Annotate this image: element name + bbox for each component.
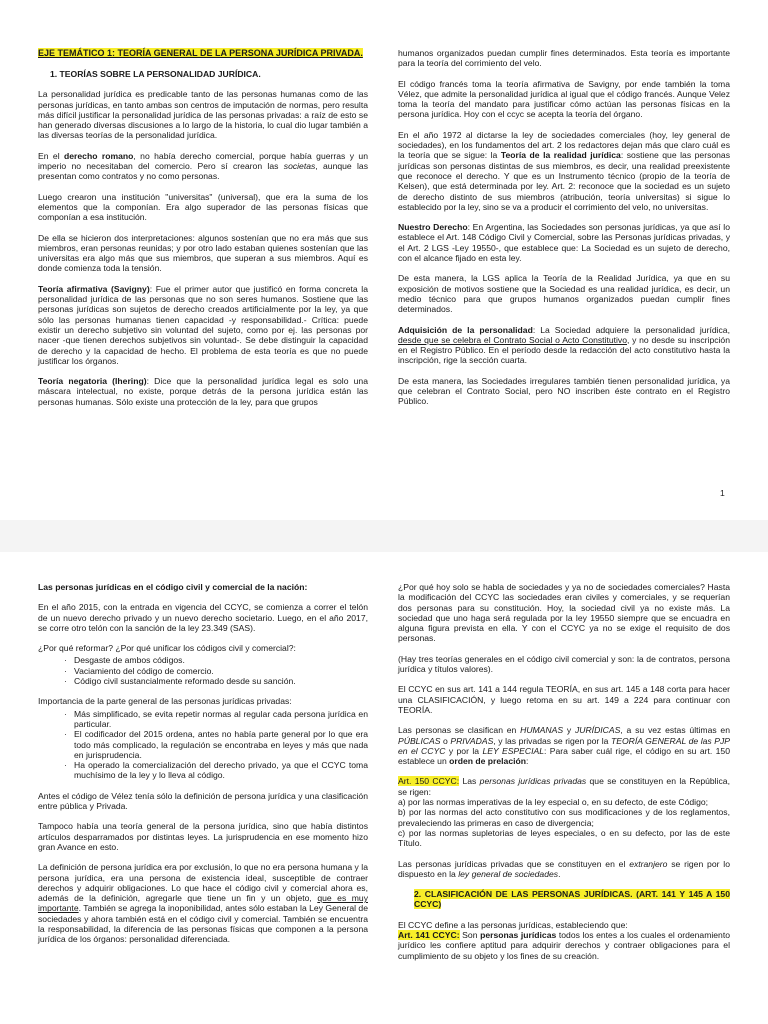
paragraph: (Hay tres teorías generales en el código civil comercial y son: la de contratos, persona jurídica y títulos valores). bbox=[398, 653, 730, 675]
italic-term: HUMANAS bbox=[520, 725, 564, 736]
bold-term: Adquisición de la personalidad bbox=[398, 324, 533, 335]
italic-term: personas jurídicas privadas bbox=[479, 776, 587, 787]
highlighted-article: Art. 141 CCYC: bbox=[398, 930, 460, 941]
text-run: : bbox=[526, 756, 529, 767]
highlighted-section-title: 2. CLASIFICACIÓN DE LAS PERSONAS JURÍDICAS. (ART. 141 Y 145 A 150 CCYC) bbox=[414, 889, 730, 910]
paragraph: De esta manera, la LGS aplica la Teoría de la Realidad Jurídica, ya que en su exposición de motivos sostiene que la Sociedad es una realidad jurídica, es decir, un medio técnico para que grupos humanos organizados puedan cumplir fines determinados. bbox=[398, 273, 730, 315]
italic-term: PRIVADAS bbox=[450, 735, 494, 746]
page-number: 1 bbox=[720, 488, 725, 498]
bold-term: Nuestro Derecho bbox=[398, 222, 468, 233]
paragraph bbox=[38, 151, 368, 182]
section-title: 1. TEORÍAS SOBRE LA PERSONALIDAD JURÍDICA. bbox=[50, 69, 261, 79]
text-run: , y las privadas se rigen por la bbox=[493, 735, 611, 746]
text-run: : En Argentina, las Sociedades son personas jurídicas, ya que así lo establece el Art. 148 Código Civil y Comercial, sobre las Personas jurídicas privadas, y el Art. 2 LGS -Ley 19550-, que establece que: La Sociedad es un sujeto de derecho, con el alcance fijado en esta ley. bbox=[398, 222, 730, 264]
text-run: y por la bbox=[445, 745, 483, 756]
paragraph bbox=[398, 930, 730, 961]
list-item: · El codificador del 2015 ordena, antes no había parte general por lo que era todo más complicado, la regulación se encontraba en leyes y más que nada en jurisprudencia. bbox=[74, 729, 368, 760]
text-run: En el año 1972 al dictarse la ley de sociedades comerciales (hoy, ley general de sociedades), en los fundamentos del art. 2 los redactores dejan más que claro cuál es la teoría que se sigue: la bbox=[398, 129, 730, 161]
text-run: , a su vez estas últimas en bbox=[620, 725, 730, 736]
paragraph: La personalidad jurídica es predicable tanto de las personas humanas como de las personas jurídicas, en tanto ambas son centros de imputación de normas, pero resulta más difícil justificar la personalidad jurídica de las personas privadas: a raíz de esto se han generado diversas discusiones a lo largo de la historia, lo cual dio lugar también a las diversas teorías de la personalidad jurídica. bbox=[38, 89, 368, 141]
list-item: · Código civil sustancialmente reformado desde su sanción. bbox=[74, 676, 368, 686]
list-item: · Más simplificado, se evita repetir normas al regular cada persona jurídica en particular. bbox=[74, 709, 368, 730]
text-run: En el bbox=[38, 150, 65, 161]
list-item: · Ha operado la comercialización del derecho privado, ya que el CCYC toma muchísimo de la ley y lo lleva al código. bbox=[74, 760, 368, 781]
text-run: todos los entes a los cuales el ordenamiento jurídico les confiere aptitud para adquirir derechos y contraer obligaciones para el cumplimiento de su objeto y los fines de su creación. bbox=[398, 930, 730, 961]
text-run: Las personas se clasifican en bbox=[398, 725, 521, 736]
text-run: : Fue el primer autor que justificó en forma concreta la personalidad jurídica de las personas que no son seres humanos. Sostiene que las personas jurídicas son sujetos de derecho creados artificialmente por la ley, ya que sólo las personas humanas tienen capacidad -y responsabilidad.- Crítica: puede existir un derecho subjetivo sin voluntad del sujeto, como por ej. las personas por nacer -que tienen derechos subjetivos sin voluntad-. Se debe distinguir la capacidad de derecho y la capacidad de hecho. El problema de esta teoría es que no puede justificar los órganos. bbox=[38, 283, 368, 366]
right-column bbox=[398, 48, 730, 417]
text-run: . También se agrega la inoponibilidad, antes sólo estaban la Ley General de sociedades y ahora también está en el código civil y comercial. También se encuentra la responsabilidad, la diferencia de las personas físicas que componen a la persona jurídica de los órganos: personalidad diferenciada. bbox=[38, 903, 368, 945]
left-column bbox=[38, 48, 368, 417]
italic-term: PÚBLICAS bbox=[398, 735, 441, 746]
text-run: : Para saber cuál rige, el código en su art. 150 establece un bbox=[398, 745, 730, 767]
text-run: Las bbox=[459, 776, 480, 787]
paragraph bbox=[38, 284, 368, 366]
left-column bbox=[38, 582, 368, 955]
paragraph: Importancia de la parte general de las personas jurídicas privadas: bbox=[38, 696, 292, 707]
paragraph: De ella se hicieron dos interpretaciones: algunos sostenían que no era más que sus miembros, eran personas reunidas; y por otro lado estaban quienes sostenían que las universitas era algo más que sus miembros, que superan a sus miembros. Aquí es donde comienza toda la tensión. bbox=[38, 232, 368, 274]
paragraph bbox=[38, 862, 368, 944]
importance-list bbox=[38, 709, 368, 781]
italic-term: TEORÍA GENERAL de las PJP en el CCYC bbox=[398, 735, 730, 756]
list-item: c) por las normas supletorias de leyes especiales, o en su defecto, por las de este Título. bbox=[398, 827, 730, 849]
bold-term: Teoría de la realidad jurídica bbox=[500, 150, 621, 161]
paragraph: De esta manera, las Sociedades irregulares también tienen personalidad jurídica, ya que celebran el Contrato Social, pero NO inscriben éste contrato en el Registro Público. bbox=[398, 375, 730, 407]
page-heading: Las personas jurídicas en el código civil y comercial de la nación: bbox=[38, 582, 308, 592]
paragraph: El CCYC en sus art. 141 a 144 regula TEORÍA, en sus art. 145 a 148 corta para hacer una CLASIFICACIÓN, y luego retoma en su art. 149 a 224 para continuar con TEORÍA. bbox=[398, 684, 730, 715]
text-run: : sostiene que las personas jurídicas son personas distintas de sus miembros, es decir, una realidad preexistente que reconoce el derecho. Y que es un Instrumento técnico (propio de la teoría de Kelsen), que está determinada por ley. Art. 2: reconoce que la sociedad es un sujeto de derecho distinto de sus miembros (atribución, teoría universitas) si sigue lo establecido por la ley, sino se va a producir el corrimiento del velo, no universitas. bbox=[398, 150, 731, 212]
text-run: Son bbox=[459, 930, 481, 941]
paragraph: ¿Por qué reformar? ¿Por qué unificar los códigos civil y comercial?: bbox=[38, 643, 296, 654]
page-separator bbox=[0, 520, 768, 552]
paragraph bbox=[398, 222, 730, 263]
document-page-2 bbox=[0, 552, 768, 1024]
text-run: , no había derecho comercial, porque había guerras y un imperio no necesitaban del comercio. Pero sí crearon las bbox=[38, 150, 368, 172]
heading-text: EJE TEMÁTICO 1: TEORÍA GENERAL DE LA PERSONA JURÍDICA PRIVADA. bbox=[38, 48, 363, 58]
paragraph: El código francés toma la teoría afirmativa de Savigny, por ende también la toma Vélez, que admite la personalidad jurídica al igual que el código francés. Aunque Velez toma la teoría del mandato para justificar cómo actúan las personas físicas en la persona jurídica. Hoy con el ccyc se acepta la teoría del órgano. bbox=[398, 78, 730, 120]
text-run: Las personas jurídicas privadas que se constituyen en el bbox=[398, 858, 630, 869]
list-item: · Vaciamiento del código de comercio. bbox=[74, 666, 368, 676]
italic-term: extranjero bbox=[629, 858, 668, 869]
paragraph: En el año 2015, con la entrada en vigencia del CCYC, se comienza a correr el telón de un nuevo derecho privado y un nuevo derecho societario. Luego, en el año 2017, se corre otro telón con la sanción de la ley 23.349 (SAS). bbox=[38, 602, 368, 633]
paragraph: Antes el código de Vélez tenía sólo la definición de persona jurídica y una clasificación entre pública y Privada. bbox=[38, 790, 368, 812]
underlined-text: desde que se celebra el Contrato Social o Acto Constitutivo bbox=[398, 334, 628, 345]
paragraph: El CCYC define a las personas jurídicas, estableciendo que: bbox=[398, 919, 628, 930]
reasons-list bbox=[38, 655, 368, 686]
italic-term: LEY ESPECIAL bbox=[482, 745, 544, 756]
highlighted-article: Art. 150 CCYC: bbox=[398, 776, 460, 787]
paragraph bbox=[38, 376, 368, 407]
text-run: , aunque las presentan como contratos y no como personas. bbox=[38, 161, 369, 182]
section-title bbox=[414, 889, 730, 910]
list-item: b) por las normas del acto constitutivo con sus modificaciones y de los reglamentos, prevaleciendo las primeras en caso de divergencia; bbox=[398, 807, 730, 828]
text-run: : La Sociedad adquiere la personalidad jurídica, bbox=[532, 324, 730, 335]
text-run: se rigen por lo dispuesto en la bbox=[398, 858, 730, 879]
text-run: o bbox=[440, 735, 451, 746]
bold-term: Teoría negatoria (Ihering) bbox=[38, 376, 147, 387]
paragraph bbox=[398, 859, 730, 880]
paragraph bbox=[398, 725, 730, 766]
paragraph: humanos organizados puedan cumplir fines determinados. Esta teoría es importante para la teoría del corrimiento del velo. bbox=[398, 48, 730, 69]
italic-term: ley general de sociedades bbox=[458, 868, 559, 879]
paragraph: Tampoco había una teoría general de la persona jurídica, sino que había distintos artículos desparramados por distintas leyes. La jurisprudencia en ese momento hizo gran Avance en esto. bbox=[38, 821, 368, 852]
paragraph bbox=[398, 776, 730, 797]
bold-term: derecho romano bbox=[64, 150, 134, 161]
paragraph bbox=[398, 130, 730, 212]
right-column bbox=[398, 582, 730, 971]
page-heading bbox=[38, 48, 368, 59]
paragraph bbox=[398, 325, 730, 366]
italic-term: JURÍDICAS bbox=[574, 725, 621, 736]
text-run: , y no desde su inscripción en el Registro Público. En el período desde la redacción del acto constitutivo hasta la inscripción, rige la sección cuarta. bbox=[398, 334, 730, 366]
list-item: a) por las normas imperativas de la ley especial o, en su defecto, de este Código; bbox=[398, 797, 709, 808]
text-run: y bbox=[563, 725, 575, 736]
text-run: que se constituyen en la República, se rigen: bbox=[398, 776, 730, 797]
italic-term: societas bbox=[283, 161, 316, 172]
bold-term: Teoría afirmativa (Savigny) bbox=[38, 283, 150, 294]
text-run: : Dice que la personalidad jurídica legal es solo una máscara intelectual, no existe, porque detrás de la persona jurídica están las personas humanas. Sólo existe una protección de la ley, para que grupos bbox=[38, 376, 368, 407]
bold-term: orden de prelación bbox=[449, 756, 527, 767]
bold-term: personas jurídicas bbox=[480, 930, 557, 941]
underlined-text: que es muy importante bbox=[38, 893, 368, 914]
text-run: La definición de persona jurídica era por exclusión, lo que no era persona humana y la persona jurídica, era una persona de existencia ideal, susceptible de contraer derechos y adquirir obligaciones. Lo que hace el código civil y comercial ahora es, además de la definición, agregarle que tiene un fin y un objeto, bbox=[38, 862, 368, 904]
paragraph: Luego crearon una institución "universitas" (universal), que era la suma de los elementos que la componían. Era algo superador de las personas físicas que componían a esa institución. bbox=[38, 191, 368, 223]
text-run: . bbox=[558, 868, 561, 879]
list-item: · Desgaste de ambos códigos. bbox=[74, 655, 368, 665]
paragraph: ¿Por qué hoy solo se habla de sociedades y ya no de sociedades comerciales? Hasta la modificación del CCYC las sociedades eran civiles y comerciales, y se requerían dos personas para su constitución. Hoy, la sociedad civil ya no existe más. La sociedad que uno haga será regulada por la ley 19550 siempre que se encuadra en alguna figura prevista en ella. Y con el CCYC ya no se exige el requisito de dos personas. bbox=[398, 582, 730, 644]
